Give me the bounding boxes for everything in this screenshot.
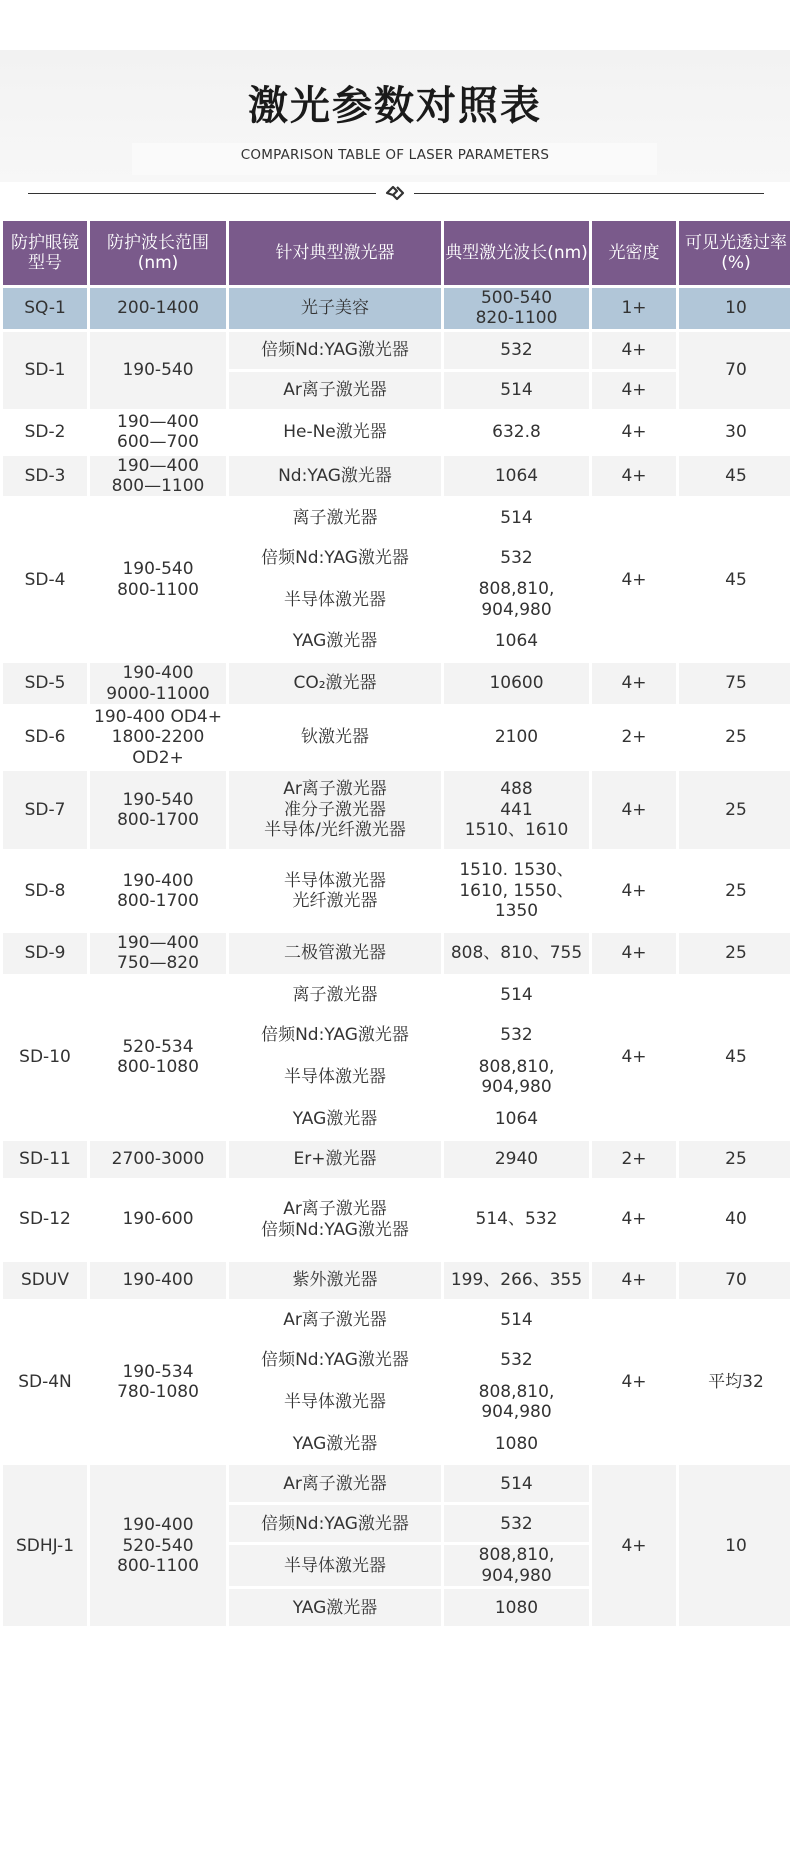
cell-line: Ar离子激光器 (283, 1473, 387, 1494)
range-cell (90, 412, 226, 453)
cell-line: 范围(nm) (137, 232, 209, 273)
cell-line: 904,980 (481, 1077, 552, 1098)
model-cell: SDUV (3, 1262, 87, 1299)
cell-line: 1080 (494, 1597, 539, 1618)
wavelength-cell (444, 1382, 589, 1423)
optical-density-cell: 4+ (592, 1302, 676, 1463)
optical-density-cell: 4+ (592, 663, 676, 704)
table-row (3, 707, 790, 768)
cell-line: 离子激光器 (292, 507, 378, 528)
cell-line: 780-1080 (117, 1382, 199, 1403)
cell-line: 190-400 (122, 1269, 194, 1290)
range-cell (90, 707, 226, 768)
cell-line: 520-540 (122, 1535, 194, 1556)
cell-line: 半导体激光器 (284, 1067, 386, 1088)
cell-line: 离子激光器 (292, 985, 378, 1006)
cell-line: YAG激光器 (292, 1433, 378, 1454)
range-cell (90, 771, 226, 849)
cell-line: 190-400 (122, 870, 194, 891)
range-cell (90, 1181, 226, 1259)
model-cell: SD-10 (3, 977, 87, 1138)
model-cell: SD-3 (3, 456, 87, 497)
laser-type-cell (229, 456, 441, 497)
table-row (3, 1181, 790, 1259)
laser-type-cell (229, 933, 441, 974)
wavelength-cell (444, 539, 589, 576)
cell-line: 半导体/光纤激光器 (264, 820, 406, 841)
range-cell (90, 499, 226, 660)
laser-type-cell (229, 1342, 441, 1379)
cell-line: 190—400 (117, 933, 199, 954)
cell-line: 632.8 (492, 421, 541, 442)
laser-type-cell (229, 1589, 441, 1626)
optical-density-cell: 4+ (592, 977, 676, 1138)
cell-line: 防护眼镜 (11, 232, 79, 253)
wavelength-cell (444, 1465, 589, 1502)
wavelength-cell (444, 288, 589, 329)
laser-type-cell (229, 499, 441, 536)
cell-line: 190-600 (122, 1209, 194, 1230)
wavelength-cell (444, 1425, 589, 1462)
cell-line: YAG激光器 (292, 1597, 378, 1618)
wavelength-cell (444, 1017, 589, 1054)
laser-type-cell (229, 579, 441, 620)
cell-line: 200-1400 (117, 298, 199, 319)
laser-type-cell (229, 623, 441, 660)
cell-line: 514、532 (475, 1209, 558, 1230)
cell-line: 针对典型激光器 (275, 242, 395, 263)
ornament-icon (383, 181, 407, 205)
cell-line: Ar离子激光器 (283, 380, 387, 401)
table-header-row (3, 221, 790, 285)
laser-type-cell (229, 332, 441, 369)
cell-line: 808,810, (478, 1056, 555, 1077)
transmittance-cell: 25 (679, 933, 790, 974)
wavelength-cell (444, 412, 589, 453)
laser-type-cell (229, 852, 441, 930)
table-row (3, 933, 790, 974)
laser-type-cell (229, 1017, 441, 1054)
cell-line: 倍频Nd:YAG激光器 (261, 1025, 409, 1046)
cell-line: 倍频Nd:YAG激光器 (261, 1349, 409, 1370)
wavelength-cell (444, 579, 589, 620)
cell-line: 光纤激光器 (292, 891, 378, 912)
wavelength-cell (444, 372, 589, 409)
cell-line: 514 (500, 1473, 533, 1494)
wavelength-cell (444, 623, 589, 660)
cell-line: 904,980 (481, 1565, 552, 1586)
table-row (3, 332, 790, 369)
laser-type-cell (229, 1181, 441, 1259)
wavelength-cell (444, 1505, 589, 1542)
wavelength-cell (444, 1545, 589, 1586)
wavelength-cell (444, 1302, 589, 1339)
range-cell (90, 332, 226, 409)
cell-line: 190-400 OD4+ (94, 706, 222, 727)
transmittance-cell: 70 (679, 1262, 790, 1299)
cell-line: 800-1700 (117, 891, 199, 912)
wavelength-cell (444, 707, 589, 768)
optical-density-cell: 2+ (592, 707, 676, 768)
cell-line: 1800-2200 OD2+ (111, 727, 205, 768)
cell-line: 808,810, (478, 1545, 555, 1566)
transmittance-cell: 40 (679, 1181, 790, 1259)
range-cell (90, 288, 226, 329)
model-cell: SD-4N (3, 1302, 87, 1463)
cell-line: 820-1100 (475, 308, 558, 329)
cell-line: 典型激光波长 (445, 242, 548, 263)
cell-line: 可见光 (685, 232, 736, 253)
cell-line: 紫外激光器 (292, 1269, 378, 1290)
wavelength-cell (444, 1342, 589, 1379)
cell-line: 9000-11000 (106, 683, 210, 704)
model-cell: SD-8 (3, 852, 87, 930)
cell-line: 型号 (28, 253, 62, 273)
cell-line: 1510. 1530、 (459, 860, 574, 881)
cell-line: YAG激光器 (292, 631, 378, 652)
cell-line: 1064 (494, 1108, 539, 1129)
cell-line: Er+激光器 (293, 1148, 377, 1169)
laser-type-cell (229, 1545, 441, 1586)
cell-line: 532 (500, 340, 533, 361)
table-row (3, 852, 790, 930)
cell-line: 190-540 (122, 789, 194, 810)
model-cell: SD-4 (3, 499, 87, 660)
table-row (3, 1465, 790, 1502)
optical-density-cell: 4+ (592, 332, 676, 369)
laser-type-cell (229, 1382, 441, 1423)
cell-line: 904,980 (481, 599, 552, 620)
cell-line: 1064 (494, 631, 539, 652)
transmittance-cell: 平均32 (679, 1302, 790, 1463)
cell-line: YAG激光器 (292, 1108, 378, 1129)
cell-line: 808、810、755 (450, 943, 583, 964)
cell-line: 514 (500, 507, 533, 528)
cell-line: 2100 (494, 727, 539, 748)
cell-line: 500-540 (480, 288, 553, 308)
range-cell (90, 456, 226, 497)
cell-line: 透过率(%) (721, 232, 787, 273)
cell-line: 514 (500, 1309, 533, 1330)
table-row (3, 288, 790, 329)
cell-line: 190-534 (122, 1361, 194, 1382)
cell-line: 190-400 (122, 663, 194, 684)
cell-line: 532 (500, 547, 533, 568)
transmittance-cell: 45 (679, 456, 790, 497)
table-row (3, 412, 790, 453)
range-cell (90, 663, 226, 704)
laser-type-cell (229, 977, 441, 1014)
cell-line: (nm) (547, 242, 588, 263)
cell-line: 532 (500, 1349, 533, 1370)
transmittance-cell: 70 (679, 332, 790, 409)
cell-line: CO₂激光器 (293, 673, 377, 694)
model-cell: SD-12 (3, 1181, 87, 1259)
cell-line: 光密度 (608, 242, 660, 263)
optical-density-cell: 4+ (592, 499, 676, 660)
cell-line: 800—1100 (111, 475, 205, 496)
optical-density-cell: 4+ (592, 933, 676, 974)
cell-line: 800-1080 (117, 1057, 199, 1078)
cell-line: 1610, 1550、 (459, 880, 574, 901)
wavelength-cell (444, 1262, 589, 1299)
range-cell (90, 977, 226, 1138)
cell-line: Nd:YAG激光器 (278, 465, 392, 486)
transmittance-cell: 25 (679, 1141, 790, 1178)
wavelength-cell (444, 977, 589, 1014)
transmittance-cell: 45 (679, 977, 790, 1138)
header-cell (592, 221, 676, 285)
laser-type-cell (229, 372, 441, 409)
page-subtitle: COMPARISON TABLE OF LASER PARAMETERS (240, 147, 550, 163)
divider-left (28, 193, 376, 194)
header-cell (444, 221, 589, 285)
cell-line: 2700-3000 (111, 1148, 205, 1169)
cell-line: 808,810, (478, 1381, 555, 1402)
cell-line: 532 (500, 1513, 533, 1534)
cell-line: 准分子激光器 (284, 799, 386, 820)
range-cell (90, 1465, 226, 1626)
cell-line: 1064 (494, 465, 539, 486)
cell-line: 190-540 (122, 559, 194, 580)
cell-line: 190-400 (122, 1515, 194, 1536)
table-row (3, 771, 790, 849)
model-cell: SD-2 (3, 412, 87, 453)
cell-line: 514 (500, 985, 533, 1006)
table-row (3, 1141, 790, 1178)
cell-line: Ar离子激光器 (283, 1199, 387, 1220)
cell-line: 190-540 (122, 360, 194, 381)
cell-line: 半导体激光器 (284, 589, 386, 610)
range-cell (90, 1302, 226, 1463)
transmittance-cell: 30 (679, 412, 790, 453)
transmittance-cell: 75 (679, 663, 790, 704)
cell-line: 488 (500, 779, 533, 800)
cell-line: 二极管激光器 (284, 943, 386, 964)
laser-type-cell (229, 1302, 441, 1339)
model-cell: SD-1 (3, 332, 87, 409)
optical-density-cell: 4+ (592, 1181, 676, 1259)
wavelength-cell (444, 1057, 589, 1098)
wavelength-cell (444, 1141, 589, 1178)
cell-line: 441 (500, 799, 533, 820)
laser-type-cell (229, 1101, 441, 1138)
optical-density-cell: 4+ (592, 852, 676, 930)
cell-line: Ar离子激光器 (283, 1309, 387, 1330)
laser-type-cell (229, 663, 441, 704)
cell-line: 808,810, (478, 579, 555, 600)
header-cell (229, 221, 441, 285)
laser-type-cell (229, 1425, 441, 1462)
table-row (3, 1302, 790, 1339)
table-row (3, 456, 790, 497)
wavelength-cell (444, 1181, 589, 1259)
table-row (3, 663, 790, 704)
transmittance-cell: 25 (679, 707, 790, 768)
cell-line: 10600 (489, 673, 544, 694)
laser-type-cell (229, 1057, 441, 1098)
optical-density-cell: 4+ (592, 372, 676, 409)
cell-line: 倍频Nd:YAG激光器 (261, 1513, 409, 1534)
cell-line: 532 (500, 1025, 533, 1046)
cell-line: 600—700 (117, 432, 199, 453)
cell-line: 904,980 (481, 1402, 552, 1423)
model-cell: SD-5 (3, 663, 87, 704)
cell-line: Ar离子激光器 (283, 779, 387, 800)
laser-type-cell (229, 539, 441, 576)
cell-line: 520-534 (122, 1036, 194, 1057)
cell-line: 半导体激光器 (284, 1391, 386, 1412)
transmittance-cell: 10 (679, 288, 790, 329)
wavelength-cell (444, 933, 589, 974)
cell-line: 半导体激光器 (284, 1555, 386, 1576)
wavelength-cell (444, 852, 589, 930)
model-cell: SDHJ-1 (3, 1465, 87, 1626)
laser-type-cell (229, 288, 441, 329)
header-cell (90, 221, 226, 285)
cell-line: 199、266、355 (450, 1269, 583, 1290)
optical-density-cell: 4+ (592, 456, 676, 497)
table-row (3, 1262, 790, 1299)
cell-line: 800-1100 (117, 579, 199, 600)
page-title: 激光参数对照表 (248, 83, 542, 129)
cell-line: 190—400 (117, 455, 199, 476)
cell-line: 1510、1610 (464, 820, 569, 841)
table-row (3, 499, 790, 536)
transmittance-cell: 25 (679, 771, 790, 849)
laser-type-cell (229, 1141, 441, 1178)
cell-line: 1080 (494, 1433, 539, 1454)
transmittance-cell: 25 (679, 852, 790, 930)
cell-line: 倍频Nd:YAG激光器 (261, 340, 409, 361)
cell-line: 1350 (494, 901, 539, 922)
cell-line: 190—400 (117, 411, 199, 432)
header-cell (3, 221, 87, 285)
cell-line: 光子美容 (301, 298, 369, 319)
range-cell (90, 852, 226, 930)
cell-line: 钬激光器 (301, 727, 369, 748)
wavelength-cell (444, 456, 589, 497)
transmittance-cell: 45 (679, 499, 790, 660)
table-row (3, 977, 790, 1014)
wavelength-cell (444, 332, 589, 369)
cell-line: 半导体激光器 (284, 870, 386, 891)
range-cell (90, 1262, 226, 1299)
cell-line: 2940 (494, 1148, 539, 1169)
optical-density-cell: 4+ (592, 1465, 676, 1626)
optical-density-cell: 1+ (592, 288, 676, 329)
cell-line: 倍频Nd:YAG激光器 (261, 547, 409, 568)
model-cell: SD-6 (3, 707, 87, 768)
laser-parameter-table (0, 218, 790, 1629)
wavelength-cell (444, 663, 589, 704)
laser-type-cell (229, 1465, 441, 1502)
optical-density-cell: 2+ (592, 1141, 676, 1178)
laser-type-cell (229, 1262, 441, 1299)
range-cell (90, 933, 226, 974)
optical-density-cell: 4+ (592, 771, 676, 849)
cell-line: 800-1100 (117, 1556, 199, 1576)
laser-type-cell (229, 771, 441, 849)
laser-type-cell (229, 412, 441, 453)
header-cell (679, 221, 790, 285)
divider-right (414, 193, 764, 194)
model-cell: SD-11 (3, 1141, 87, 1178)
transmittance-cell: 10 (679, 1465, 790, 1626)
cell-line: 514 (500, 380, 533, 401)
optical-density-cell: 4+ (592, 1262, 676, 1299)
wavelength-cell (444, 499, 589, 536)
cell-line: He-Ne激光器 (283, 421, 387, 442)
model-cell: SQ-1 (3, 288, 87, 329)
cell-line: 防护波长 (107, 232, 175, 253)
wavelength-cell (444, 771, 589, 849)
laser-type-cell (229, 707, 441, 768)
cell-line: 800-1700 (117, 810, 199, 831)
wavelength-cell (444, 1589, 589, 1626)
cell-line: 750—820 (117, 953, 199, 974)
range-cell (90, 1141, 226, 1178)
optical-density-cell: 4+ (592, 412, 676, 453)
model-cell: SD-9 (3, 933, 87, 974)
model-cell: SD-7 (3, 771, 87, 849)
laser-type-cell (229, 1505, 441, 1542)
cell-line: 倍频Nd:YAG激光器 (261, 1219, 409, 1240)
wavelength-cell (444, 1101, 589, 1138)
